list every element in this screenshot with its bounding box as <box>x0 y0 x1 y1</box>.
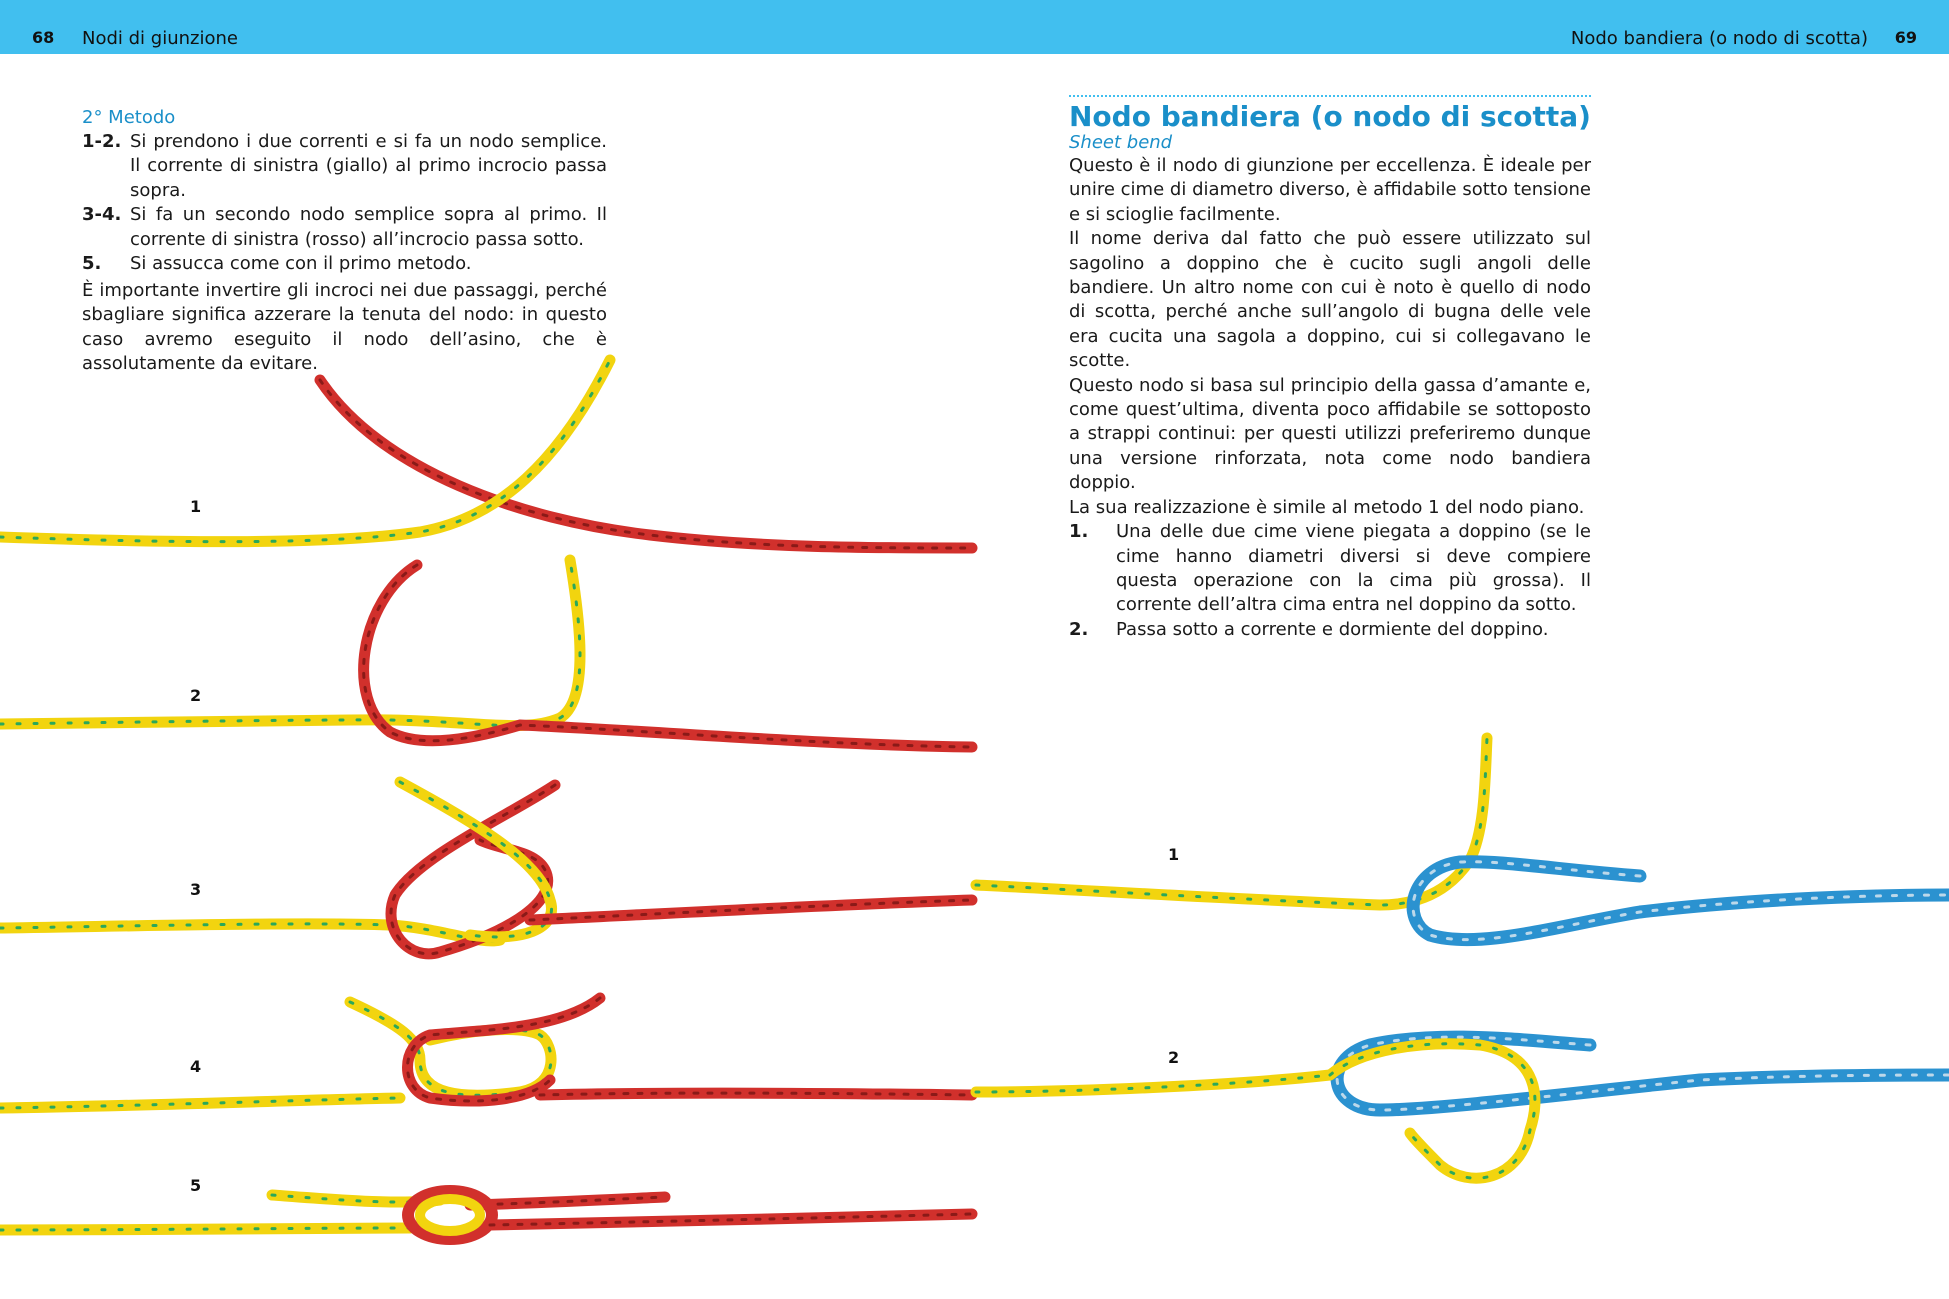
rope-figure-left-2 <box>0 560 972 747</box>
rope-figure-left-4 <box>0 998 972 1108</box>
step-text: Si fa un secondo nodo semplice sopra al primo. Il corrente di sinistra (rosso) all’incrocio passa sotto. <box>130 204 607 250</box>
body-paragraph: Questo nodo si basa sul principio della gassa d’amante e, come quest’ultima, diventa poco affidabile se sottoposto a strappi continui: per questi utilizzi preferiremo dunque una versione rinforzata, nota come nodo bandiera doppio. <box>1069 374 1591 494</box>
right-running-head: Nodo bandiera (o nodo di scotta) <box>1570 28 1868 49</box>
figure-label-left-1: 1 <box>190 497 202 516</box>
step-number: 5. <box>82 253 102 275</box>
section-subtitle: Sheet bend <box>1069 132 1173 153</box>
rope-figure-right-1 <box>976 738 1949 940</box>
body-paragraph: Questo è il nodo di giunzione per eccellenza. È ideale per unire cime di diametro diverso, è affidabile sotto tensione e si scioglie facilmente. <box>1069 155 1591 225</box>
rope-figure-left-5 <box>0 1191 972 1239</box>
body-paragraph: La sua realizzazione è simile al metodo 1 del nodo piano. <box>1069 496 1585 518</box>
step-number: 3-4. <box>82 204 122 226</box>
right-page-number: 69 <box>1894 28 1917 47</box>
figure-label-left-4: 4 <box>190 1057 202 1076</box>
rope-figure-right-2 <box>976 1037 1949 1178</box>
left-running-head: Nodi di giunzione <box>82 28 238 49</box>
figure-label-left-2: 2 <box>190 686 202 705</box>
step-number: 2. <box>1069 618 1089 640</box>
body-paragraph: Il nome deriva dal fatto che può essere utilizzato sul sagolino a doppino che è cucito sugli angoli delle bandiere. Un altro nome con cui è noto è quello di nodo di scotta, perché anche sull’angolo di bugna delle vele era cucita una sagola a doppino, cui si collegavano le scotte. <box>1069 228 1591 372</box>
step-text: Si assucca come con il primo metodo. <box>130 253 472 275</box>
figure-label-left-5: 5 <box>190 1176 202 1195</box>
section-title: Nodo bandiera (o nodo di scotta) <box>1069 100 1591 133</box>
step-number: 1-2. <box>82 131 122 152</box>
figure-label-right-1: 1 <box>1168 845 1180 864</box>
figure-label-right-2: 2 <box>1168 1048 1180 1067</box>
figure-label-left-3: 3 <box>190 880 202 899</box>
left-page-number: 68 <box>32 28 55 47</box>
step-text: Una delle due cime viene piegata a doppino (se le cime hanno diametri diversi si deve compiere questa operazione con la cima più grossa). Il corrente dell’altra cima entra nel doppino da sotto. <box>1116 521 1591 616</box>
method-heading: 2° Metodo <box>82 107 176 128</box>
step-number: 1. <box>1069 521 1089 543</box>
rope-figure-left-1 <box>0 360 972 548</box>
rope-figure-left-3 <box>0 782 972 954</box>
left-paragraph: È importante invertire gli incroci nei due passaggi, perché sbagliare significa azzerare la tenuta del nodo: in questo caso avremo eseguito il nodo dell’asino, che è assolutamente da evitare. <box>82 280 607 375</box>
step-text: Passa sotto a corrente e dormiente del doppino. <box>1116 618 1549 640</box>
step-text: Si prendono i due correnti e si fa un nodo semplice. Il corrente di sinistra (giallo) al primo incrocio passa sopra. <box>130 131 607 201</box>
